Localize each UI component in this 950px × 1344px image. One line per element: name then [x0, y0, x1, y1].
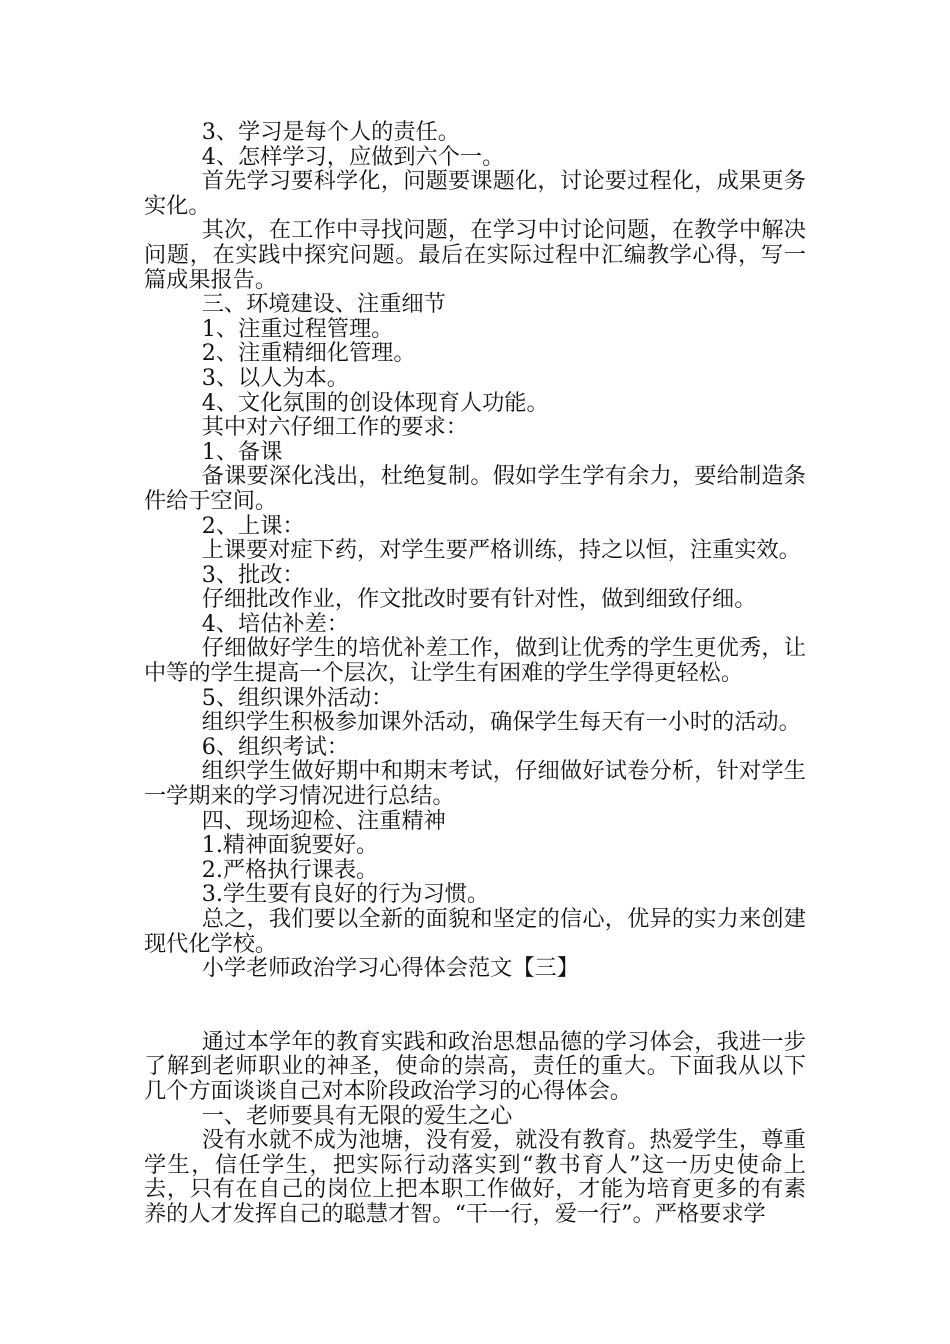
paragraph: 没有水就不成为池塘，没有爱，就没有教育。热爱学生，尊重学生，信任学生，把实际行动落实到“教书育人”这一历史使命上去，只有在自己的岗位上把本职工作做好，才能为培育更多的有素养的人才发挥自己的聪慧才智。“干一行，爱一行”。严格要求学	[144, 1127, 806, 1227]
paragraph: 通过本学年的教育实践和政治思想品德的学习体会，我进一步了解到老师职业的神圣，使命的崇高，责任的重大。下面我从以下几个方面谈谈自己对本阶段政治学习的心得体会。	[144, 1028, 806, 1104]
section-heading: 一、老师要具有无限的爱生之心	[201, 1102, 513, 1129]
paragraph: 6、组织考试：	[201, 733, 349, 760]
blank-spacer	[144, 981, 806, 1030]
paragraph: 2、注重精细化管理。	[201, 340, 416, 367]
article-title: 小学老师政治学习心得体会范文【三】	[201, 955, 579, 982]
paragraph: 首先学习要科学化，问题要课题化，讨论要过程化，成果更务实化。	[144, 168, 806, 219]
paragraph: 5、组织课外活动：	[201, 684, 394, 711]
paragraph: 4、怎样学习，应做到六个一。	[201, 143, 505, 170]
paragraph: 1、备课	[201, 438, 283, 465]
paragraph: 3、以人为本。	[201, 364, 349, 391]
paragraph: 其中对六仔细工作的要求：	[201, 414, 468, 441]
paragraph: 2.严格执行课表。	[201, 856, 379, 883]
paragraph: 4、文化氛围的创设体现育人功能。	[201, 389, 549, 416]
paragraph: 仔细做好学生的培优补差工作，做到让优秀的学生更优秀，让中等的学生提高一个层次，让学生有困难的学生学得更轻松。	[144, 635, 806, 687]
paragraph: 1.精神面貌要好。	[201, 832, 379, 859]
paragraph: 上课要对症下药，对学生要严格训练，持之以恒，注重实效。	[201, 537, 801, 564]
paragraph: 其次，在工作中寻找问题，在学习中讨论问题，在教学中解决问题，在实践中探究问题。最后在实际过程中汇编教学心得，写一篇成果报告。	[144, 217, 806, 293]
paragraph: 3、学习是每个人的责任。	[201, 119, 460, 145]
paragraph: 备课要深化浅出，杜绝复制。假如学生学有余力，要给制造条件给于空间。	[144, 463, 806, 514]
paragraph: 组织学生积极参加课外活动，确保学生每天有一小时的活动。	[201, 709, 801, 736]
paragraph: 组织学生做好期中和期末考试，仔细做好试卷分析，针对学生一学期来的学习情况进行总结。	[144, 758, 806, 810]
section-heading: 四、现场迎检、注重精神	[201, 807, 446, 834]
paragraph: 3、批改：	[201, 561, 305, 588]
document-section-part1	[144, 120, 806, 981]
paragraph: 仔细批改作业，作文批改时要有针对性，做到细致仔细。	[201, 586, 757, 613]
section-heading: 三、环境建设、注重细节	[201, 291, 446, 318]
document-page	[144, 120, 806, 1227]
paragraph: 3.学生要有良好的行为习惯。	[201, 881, 490, 908]
paragraph: 1、注重过程管理。	[201, 315, 394, 342]
document-section-part2	[144, 1030, 806, 1227]
paragraph: 2、上课：	[201, 512, 305, 539]
paragraph: 总之，我们要以全新的面貌和坚定的信心，优异的实力来创建现代化学校。	[144, 906, 806, 957]
paragraph: 4、培估补差：	[201, 610, 349, 637]
